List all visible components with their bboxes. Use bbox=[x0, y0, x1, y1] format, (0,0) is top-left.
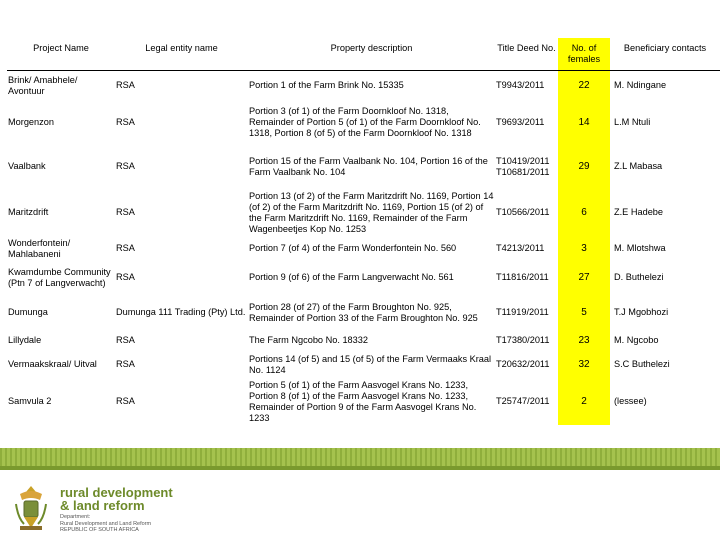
beneficiary-table bbox=[7, 38, 720, 425]
table-header-row bbox=[7, 38, 720, 71]
cell-project-name: Vermaakskraal/ Uitval bbox=[8, 359, 97, 369]
cell-legal-entity: RSA bbox=[116, 359, 135, 369]
cell-legal-entity: RSA bbox=[116, 272, 135, 282]
logo-line-2: & land reform bbox=[60, 498, 145, 513]
cell-beneficiary-contact: Z.E Hadebe bbox=[614, 207, 664, 217]
cell-property-description: The Farm Ngcobo No. 18332 bbox=[249, 335, 368, 345]
cell-project-name: Samvula 2 bbox=[8, 396, 52, 406]
cell-title-deed: T11816/2011 bbox=[496, 272, 549, 282]
cell-beneficiary-contact: M. Ngcobo bbox=[614, 335, 659, 345]
table-row bbox=[7, 351, 720, 379]
cell-property-description: Portion 15 of the Farm Vaalbank No. 104, Portion 16 of the Farm Vaalbank No. 104 bbox=[249, 155, 488, 177]
cell-property-description: Portion 3 (of 1) of the Farm Doornkloof No. 1318, Remainder of Portion 5 (of 1) of the Farm Doornkloof No. 1318, Portion 8 (of 5) of the Farm Doornkloof No. 1318 bbox=[249, 106, 481, 138]
cell-beneficiary-contact: (lessee) bbox=[614, 396, 647, 406]
cell-project-name: Lillydale bbox=[8, 335, 42, 345]
table-row bbox=[7, 331, 720, 351]
cell-legal-entity: RSA bbox=[116, 335, 135, 345]
cell-project-name: Wonderfontein/ Mahlabaneni bbox=[8, 237, 71, 259]
cell-project-name: Kwamdumbe Community (Ptn 7 of Langverwacht) bbox=[8, 266, 111, 288]
table-row bbox=[7, 101, 720, 145]
cell-property-description: Portion 7 (of 4) of the Farm Wonderfontein No. 560 bbox=[249, 243, 457, 253]
cell-no-of-females: 29 bbox=[558, 145, 610, 189]
cell-beneficiary-contact: M. Ndingane bbox=[614, 80, 667, 91]
header-beneficiary-contacts: Beneficiary contacts bbox=[610, 38, 720, 71]
department-caption bbox=[60, 514, 151, 534]
table-row bbox=[7, 71, 720, 101]
table-row bbox=[7, 145, 720, 189]
cell-property-description: Portions 14 (of 5) and 15 (of 5) of the Farm Vermaaks Kraal No. 1124 bbox=[249, 353, 492, 375]
cell-no-of-females: 5 bbox=[558, 295, 610, 331]
dept-line-3: REPUBLIC OF SOUTH AFRICA bbox=[60, 527, 139, 533]
cell-title-deed: T10419/2011 T10681/2011 bbox=[496, 155, 550, 177]
cell-no-of-females: 6 bbox=[558, 189, 610, 237]
cell-legal-entity: RSA bbox=[116, 243, 135, 253]
cell-beneficiary-contact: D. Buthelezi bbox=[614, 272, 664, 282]
cell-legal-entity: RSA bbox=[116, 207, 135, 217]
header-legal-entity: Legal entity name bbox=[115, 38, 248, 71]
header-property-description: Property description bbox=[248, 38, 495, 71]
cell-beneficiary-contact: L.M Ntuli bbox=[614, 117, 651, 127]
cell-title-deed: T9693/2011 bbox=[496, 117, 545, 127]
cell-property-description: Portion 28 (of 27) of the Farm Broughton No. 925, Remainder of Portion 33 of the Farm Broughton No. 925 bbox=[249, 301, 478, 323]
dept-line-1: Department: bbox=[60, 514, 91, 520]
cell-project-name: Morgenzon bbox=[8, 117, 54, 127]
cell-title-deed: T25747/2011 bbox=[496, 396, 550, 406]
cell-title-deed: T11919/2011 bbox=[496, 307, 549, 317]
cell-no-of-females: 14 bbox=[558, 101, 610, 145]
cell-project-name: Maritzdrift bbox=[8, 207, 49, 217]
cell-title-deed: T9943/2011 bbox=[496, 80, 545, 91]
cell-property-description: Portion 9 (of 6) of the Farm Langverwacht No. 561 bbox=[249, 272, 454, 282]
footer-decorative-band bbox=[0, 448, 720, 470]
table-row bbox=[7, 237, 720, 261]
cell-legal-entity: Dumunga 111 Trading (Pty) Ltd. bbox=[116, 307, 246, 317]
cell-no-of-females: 32 bbox=[558, 351, 610, 379]
logo-line-1: rural development bbox=[60, 485, 173, 500]
cell-project-name: Vaalbank bbox=[8, 161, 46, 171]
cell-legal-entity: RSA bbox=[116, 117, 135, 127]
table-row bbox=[7, 261, 720, 295]
logo-wordmark bbox=[60, 486, 173, 512]
cell-property-description: Portion 1 of the Farm Brink No. 15335 bbox=[249, 80, 404, 91]
cell-beneficiary-contact: T.J Mgobhozi bbox=[614, 307, 669, 317]
cell-beneficiary-contact: M. Mlotshwa bbox=[614, 243, 666, 253]
cell-project-name: Dumunga bbox=[8, 307, 48, 317]
cell-title-deed: T4213/2011 bbox=[496, 243, 545, 253]
table-row bbox=[7, 379, 720, 425]
cell-title-deed: T17380/2011 bbox=[496, 335, 550, 345]
cell-property-description: Portion 5 (of 1) of the Farm Aasvogel Krans No. 1233, Portion 8 (of 1) of the Farm Aasvogel Krans No. 1233, Remainder of Portion 9 of the Farm Aasvogel Krans No. 1233 bbox=[249, 379, 477, 423]
cell-legal-entity: RSA bbox=[116, 161, 135, 171]
coat-of-arms-icon bbox=[12, 484, 50, 532]
header-no-of-females: No. of females bbox=[558, 38, 610, 71]
header-title-deed: Title Deed No. bbox=[495, 38, 558, 71]
cell-title-deed: T20632/2011 bbox=[496, 359, 550, 369]
department-logo bbox=[6, 474, 206, 540]
dept-line-2: Rural Development and Land Reform bbox=[60, 520, 152, 527]
cell-project-name: Brink/ Amabhele/ Avontuur bbox=[8, 74, 78, 96]
table-row bbox=[7, 189, 720, 237]
cell-beneficiary-contact: Z.L Mabasa bbox=[614, 161, 663, 171]
cell-no-of-females: 27 bbox=[558, 261, 610, 295]
cell-no-of-females: 22 bbox=[558, 71, 610, 101]
cell-legal-entity: RSA bbox=[116, 396, 135, 406]
cell-no-of-females: 3 bbox=[558, 237, 610, 261]
cell-title-deed: T10566/2011 bbox=[496, 207, 550, 217]
cell-no-of-females: 23 bbox=[558, 331, 610, 351]
table-row bbox=[7, 295, 720, 331]
header-project-name: Project Name bbox=[7, 38, 115, 71]
cell-no-of-females: 2 bbox=[558, 379, 610, 425]
cell-property-description: Portion 13 (of 2) of the Farm Maritzdrift No. 1169, Portion 14 (of 2) of the Farm Maritzdrift No. 1169, Portion 15 (of 2) of the Farm Maritzdrift No. 1169, Remainder of the Farm Wagenbeetjes Kop No. 1253 bbox=[249, 190, 494, 234]
cell-beneficiary-contact: S.C Buthelezi bbox=[614, 359, 670, 369]
cell-legal-entity: RSA bbox=[116, 80, 135, 91]
